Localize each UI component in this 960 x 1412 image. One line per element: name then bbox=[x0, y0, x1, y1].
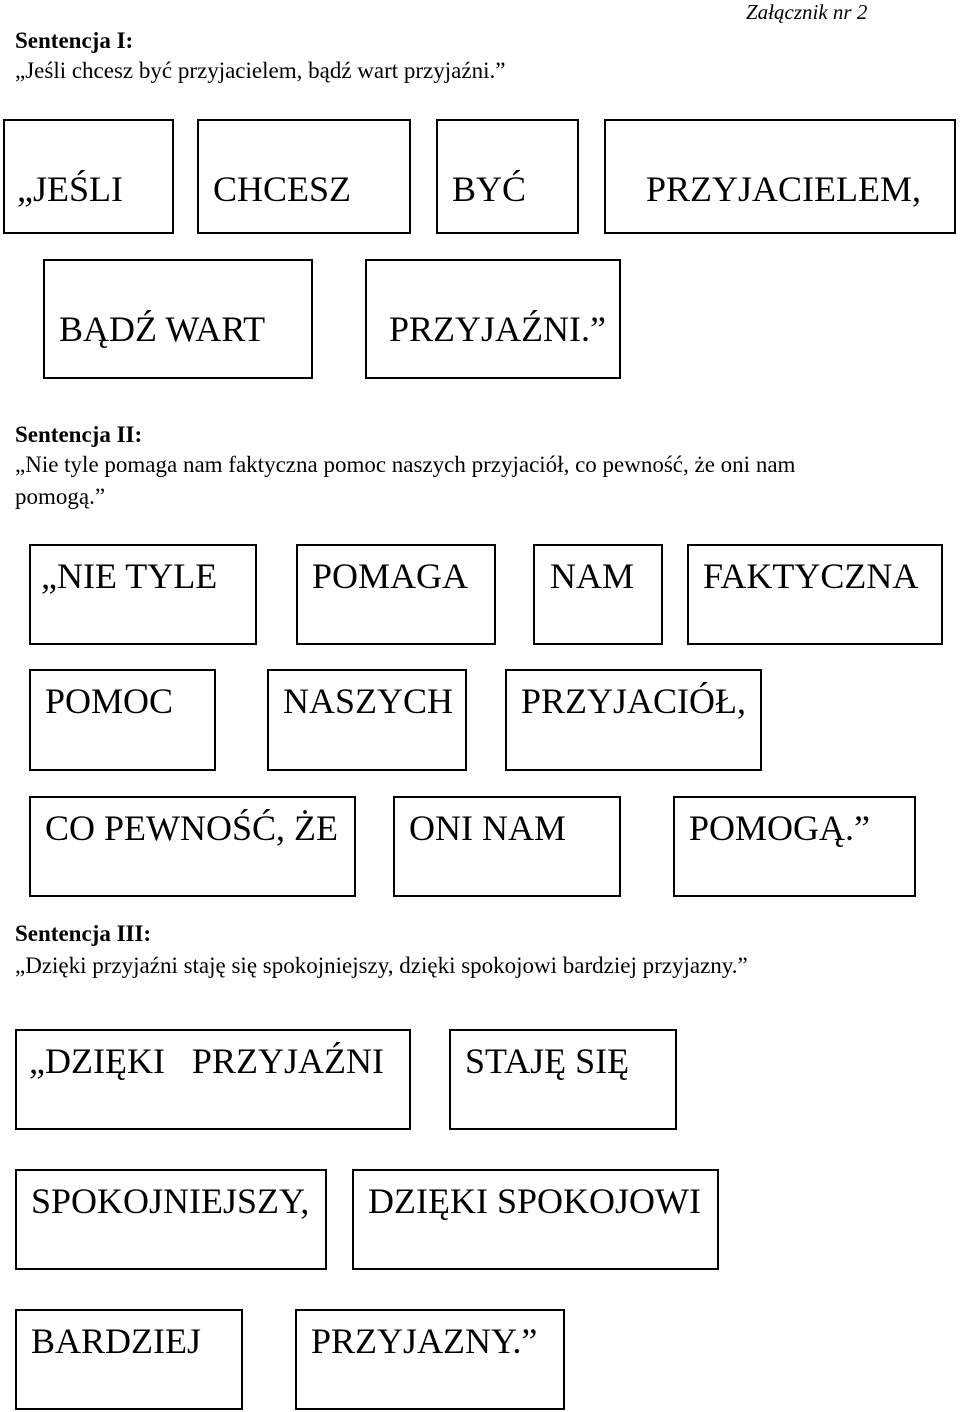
sentence-2-text: „Nie tyle pomaga nam faktyczna pomoc naszych przyjaciół, co pewność, że oni nam pomogą.” bbox=[15, 452, 796, 509]
word-card-label: STAJĘ SIĘ bbox=[465, 1041, 630, 1081]
word-card[interactable] bbox=[533, 544, 663, 645]
word-card-label: BYĆ bbox=[452, 169, 527, 209]
word-card[interactable] bbox=[449, 1029, 677, 1130]
word-card[interactable] bbox=[505, 669, 762, 771]
word-card[interactable] bbox=[687, 544, 943, 645]
word-card-label: NASZYCH bbox=[283, 681, 454, 721]
word-card-label: NAM bbox=[550, 556, 635, 596]
word-card[interactable] bbox=[296, 544, 496, 645]
word-card[interactable] bbox=[43, 259, 313, 379]
word-card[interactable] bbox=[15, 1169, 327, 1270]
word-card[interactable] bbox=[29, 669, 216, 771]
word-card-label: PRZYJAZNY.” bbox=[311, 1321, 538, 1361]
word-card[interactable] bbox=[673, 796, 916, 897]
sentence-3-text: „Dzięki przyjaźni staję się spokojniejszy, dzięki spokojowi bardziej przyjazny.” bbox=[15, 953, 748, 978]
word-card-label: BĄDŹ WART bbox=[59, 309, 266, 349]
word-card[interactable] bbox=[352, 1169, 719, 1270]
sentence-3-title: Sentencja III: bbox=[15, 921, 152, 946]
sentence-1-title: Sentencja I: bbox=[15, 28, 134, 53]
word-card[interactable] bbox=[29, 544, 257, 645]
word-card-label: „JEŚLI bbox=[17, 169, 123, 209]
word-card[interactable] bbox=[393, 796, 621, 897]
word-card-label: SPOKOJNIEJSZY, bbox=[31, 1181, 310, 1221]
word-card[interactable] bbox=[436, 119, 579, 234]
word-card-label: „NIE TYLE bbox=[41, 556, 218, 596]
sentence-1-text: „Jeśli chcesz być przyjacielem, bądź wart przyjaźni.” bbox=[15, 58, 506, 83]
word-card[interactable] bbox=[604, 119, 956, 234]
word-card-label: POMOC bbox=[45, 681, 174, 721]
word-card[interactable] bbox=[365, 259, 621, 379]
word-card-label: „DZIĘKI PRZYJAŹNI bbox=[29, 1041, 384, 1081]
word-card-label: POMOGĄ.” bbox=[689, 808, 871, 848]
word-card-label: PRZYJACIELEM, bbox=[646, 169, 922, 209]
word-card-label: CHCESZ bbox=[213, 169, 352, 209]
word-card-label: BARDZIEJ bbox=[31, 1321, 201, 1361]
word-card-label: PRZYJAŹNI.” bbox=[389, 309, 606, 349]
word-card-label: CO PEWNOŚĆ, ŻE bbox=[45, 808, 339, 848]
word-card-label: ONI NAM bbox=[409, 808, 566, 848]
sentence-2-title: Sentencja II: bbox=[15, 422, 143, 447]
word-card[interactable] bbox=[15, 1029, 411, 1130]
word-card-label: POMAGA bbox=[312, 556, 469, 596]
word-card[interactable] bbox=[197, 119, 411, 234]
word-card[interactable] bbox=[15, 1309, 243, 1410]
word-card-label: DZIĘKI SPOKOJOWI bbox=[368, 1181, 701, 1221]
annex-label: Załącznik nr 2 bbox=[746, 0, 868, 24]
word-card[interactable] bbox=[29, 796, 356, 897]
word-card[interactable] bbox=[3, 119, 174, 234]
word-card[interactable] bbox=[295, 1309, 565, 1410]
word-card[interactable] bbox=[267, 669, 467, 771]
word-card-label: PRZYJACIÓŁ, bbox=[521, 681, 747, 721]
word-card-label: FAKTYCZNA bbox=[703, 556, 919, 596]
